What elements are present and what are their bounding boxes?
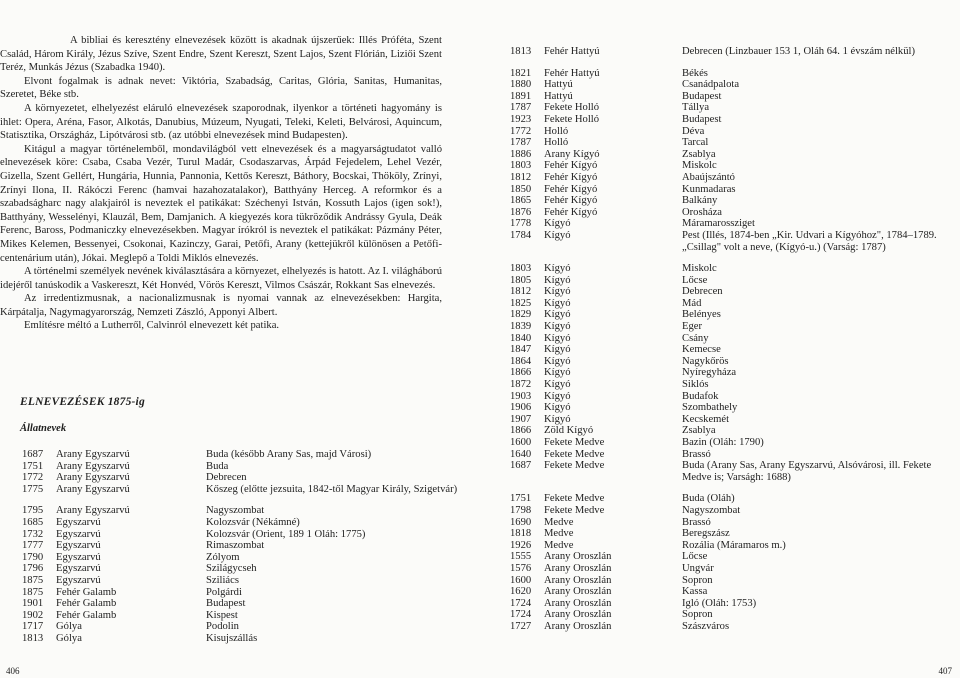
entry-place: Siklós	[682, 379, 709, 391]
list-item	[510, 218, 960, 230]
entry-name: Arany Oroszlán	[544, 551, 612, 563]
entry-place: Buda	[206, 460, 229, 472]
list-item	[510, 414, 960, 426]
list-item	[510, 575, 960, 587]
entry-place: Zsablya	[682, 425, 716, 437]
entry-year: 1886	[510, 148, 532, 160]
entry-year: 1803	[510, 160, 532, 172]
entry-year: 1790	[22, 551, 44, 563]
entry-name: Kígyó	[544, 321, 571, 333]
entry-place: Lőcse	[682, 551, 708, 563]
list-item	[510, 391, 960, 403]
entry-year: 1875	[22, 574, 44, 586]
list-item	[22, 587, 452, 599]
entry-year: 1777	[22, 540, 44, 552]
paragraph-abstract-names: Elvont fogalmak is adnak nevet: Viktória, Szabadság, Caritas, Glória, Sanitas, Humanitas, Szeretet, Béke stb.	[0, 75, 442, 101]
entry-year: 1901	[22, 598, 44, 610]
entry-name: Holló	[544, 137, 569, 149]
entry-place: Debrecen	[682, 286, 723, 298]
entry-year: 1825	[510, 297, 532, 309]
paragraph-irredentism-names: Az irredentizmusnak, a nacionalizmusnak is nyomai vannak az elnevezésekben: Hargita, Kárpátalja, Nagymagyarország, Nemzeti Zászló, Apponyi Albert.	[0, 293, 442, 318]
entry-place: Budafok	[682, 390, 719, 402]
entry-name: Fehér Kígyó	[544, 171, 598, 183]
list-item	[510, 449, 960, 461]
entry-name: Kígyó	[544, 402, 571, 414]
entry-place: Abaújszántó	[682, 171, 735, 183]
entry-place: Pest (Illés, 1874-ben „Kir. Udvari a Kígyóhoz", 1784–1789. „Csillag" volt a neve, (Kígyó-u.) (Varság: 1787)	[682, 229, 937, 253]
list-item	[22, 575, 452, 587]
list-item	[510, 493, 960, 505]
entry-year: 1751	[22, 460, 44, 472]
entry-place: Budapest	[206, 598, 246, 610]
entry-name: Egyszarvú	[56, 540, 101, 552]
entry-year: 1821	[510, 67, 532, 79]
entry-place: Zólyom	[206, 551, 240, 563]
list-item	[510, 114, 960, 126]
entry-name: Kígyó	[544, 286, 571, 298]
entry-name: Arany Oroszlán	[544, 609, 612, 621]
pharmacy-list-left	[22, 449, 458, 645]
entry-place: Miskolc	[682, 160, 717, 172]
entry-place: Tállya	[682, 102, 710, 114]
entry-year: 1576	[510, 562, 532, 574]
entry-name: Hattyú	[544, 90, 573, 102]
paragraph-person-names: A történelmi személyek nevének kiválasztására a környezet, elhelyezés is hatott. Az I. világháború idejéről tanúskodik a Vaskereszt, Két Honvéd, Vörös Kereszt, Vilmos Császár, Rokkant Sas elnevezés.	[0, 266, 442, 291]
entry-name: Gólya	[56, 632, 82, 644]
entry-place: Buda (később Arany Sas, majd Városi)	[206, 449, 372, 460]
entry-place: Nagyszombat	[206, 505, 265, 517]
entry-year: 1840	[510, 332, 532, 344]
entry-year: 1772	[510, 125, 532, 137]
entry-place: Kunmadaras	[682, 183, 736, 195]
entry-name: Arany Oroszlán	[544, 620, 612, 632]
entry-place: Kecskemét	[682, 413, 730, 425]
entry-year: 1880	[510, 79, 532, 91]
entry-year: 1778	[510, 218, 532, 230]
entry-place: Kemecse	[682, 344, 721, 356]
entry-place: Sopron	[682, 574, 713, 586]
entry-year: 1690	[510, 516, 532, 528]
entry-place: Buda (Oláh)	[682, 493, 735, 505]
entry-name: Fehér Kígyó	[544, 195, 598, 207]
list-item	[510, 149, 960, 161]
list-item	[22, 552, 452, 564]
entry-place: Igló (Oláh: 1753)	[682, 597, 757, 609]
list-item	[510, 275, 960, 287]
list-item	[510, 379, 960, 391]
list-item	[510, 286, 960, 298]
list-item	[510, 230, 960, 253]
entry-name: Kígyó	[544, 355, 571, 367]
entry-name: Egyszarvú	[56, 563, 101, 575]
entry-year: 1812	[510, 286, 532, 298]
entry-year: 1876	[510, 206, 532, 218]
entry-year: 1902	[22, 609, 44, 621]
entry-name: Arany Oroszlán	[544, 574, 612, 586]
entry-name: Arany Egyszarvú	[56, 483, 130, 495]
entry-place: Brassó	[682, 516, 711, 528]
intro-text	[0, 34, 442, 333]
list-item	[22, 461, 452, 473]
entry-name: Egyszarvú	[56, 528, 101, 540]
entry-year: 1926	[510, 539, 532, 551]
entry-year: 1847	[510, 344, 532, 356]
entry-year: 1772	[22, 472, 44, 484]
entry-place: Rimaszombat	[206, 540, 265, 552]
list-item	[510, 517, 960, 529]
entry-year: 1839	[510, 321, 532, 333]
entry-place: Csanádpalota	[682, 79, 740, 91]
entry-year: 1687	[510, 460, 532, 472]
entry-name: Fehér Galamb	[56, 609, 117, 621]
entry-year: 1907	[510, 413, 532, 425]
entry-year: 1906	[510, 402, 532, 414]
entry-year: 1813	[22, 632, 44, 644]
list-item	[510, 563, 960, 575]
entry-place: Szilágycseh	[206, 563, 257, 575]
entry-year: 1872	[510, 379, 532, 391]
entry-name: Fekete Holló	[544, 113, 600, 125]
pharmacy-list-right	[510, 46, 960, 633]
list-item	[510, 309, 960, 321]
entry-place: Polgárdi	[206, 586, 242, 598]
entry-name: Medve	[544, 528, 574, 540]
entry-name: Arany Oroszlán	[544, 562, 612, 574]
entry-name: Kígyó	[544, 367, 571, 379]
list-item	[510, 195, 960, 207]
entry-year: 1865	[510, 195, 532, 207]
list-item	[510, 344, 960, 356]
entry-place: Ungvár	[682, 562, 714, 574]
entry-year: 1555	[510, 551, 532, 563]
entry-place: Kolozsvár (Orient, 189 1 Oláh: 1775)	[206, 528, 366, 540]
entry-place: Békés	[682, 67, 708, 79]
entry-name: Arany Egyszarvú	[56, 460, 130, 472]
entry-place: Kassa	[682, 586, 708, 598]
list-item	[510, 621, 960, 633]
entry-year: 1687	[22, 449, 44, 460]
entry-place: Bazin (Oláh: 1790)	[682, 437, 764, 448]
paragraph-environment-names: A környezetet, elhelyezést eláruló elnevezések szaporodnak, ilyenkor a történeti hagyomány is ihlet: Opera, Aréna, Fasor, Alkotás, Danubius, Múzeum, Nyugati, Teleki, Keleti, Belvárosi, Aquincum, Statisztika, Országház, Lipótvárosi stb. (az utóbbi elnevezések mind Budapesten).	[0, 102, 442, 142]
paragraph-history-names: Kitágul a magyar történelemből, mondavilágból vett elnevezések és a magyarságtudatot valló elnevezések köre: Csaba, Csaba Vezér, Turul Madár, Csodaszarvas, Árpád Fejedelem, Lehel Vezér, Gizella, Szent Gellért, Hungária, Hunnia, Pannonia, Kettős Kereszt, Báthory, Bocskai, Thököly, Zrínyi, Zrínyi Ilona, II. Rákóczi Ferenc (hamvai hazahozatalakor), Batthyány Herceg. A reformkor és a szabadságharc nagy alakjairól is neveztek el patikákat: Széchenyi István, Kossuth Lajos (igen sok!), Batthyány, Wesselényi, Klauzál, Bem, Damjanich. A kiegyezés kora tükröződik Andrássy Gyula, Deák Ferenc, Baross, Podmaniczky elnevezésekben. Magyar írókról is neveztek el patikákat: Pázmány Péter, Mikes Kelemen, Bessenyei, Csokonai, Kazinczy, Garai, Petőfi, Arany (kettejükről különösen a Petőfi-centenárium után), Jókai. Meglepő a Toldi Miklós elnevezés.	[0, 143, 442, 264]
list-item	[510, 79, 960, 91]
list-item	[510, 333, 960, 345]
entry-place: Podolin	[206, 621, 239, 633]
list-item	[22, 610, 452, 622]
entry-place: Nyíregyháza	[682, 367, 737, 379]
entry-name: Fehér Kígyó	[544, 206, 598, 218]
entry-name: Fekete Medve	[544, 504, 605, 516]
entry-place: Beregszász	[682, 528, 730, 540]
list-item	[510, 207, 960, 219]
list-item	[510, 102, 960, 114]
entry-place: Sopron	[682, 609, 713, 621]
entry-place: Máramarossziget	[682, 218, 755, 230]
list-item	[510, 586, 960, 598]
list-item	[22, 529, 452, 541]
entry-place: Balkány	[682, 195, 718, 207]
entry-year: 1640	[510, 448, 532, 460]
entry-year: 1787	[510, 102, 532, 114]
list-item	[22, 483, 458, 496]
list-item	[22, 633, 452, 645]
entry-name: Arany Egyszarvú	[56, 472, 130, 484]
list-item	[510, 460, 960, 483]
entry-year: 1891	[510, 90, 532, 102]
entry-name: Egyszarvú	[56, 574, 101, 586]
list-item	[510, 437, 960, 449]
list-item	[510, 321, 960, 333]
entry-place: Lőcse	[682, 274, 708, 286]
entry-name: Gólya	[56, 621, 82, 633]
entry-place: Kőszeg (előtte jezsuita, 1842-től Magyar Király, Szigetvár)	[206, 483, 458, 495]
list-item	[510, 263, 960, 275]
list-item	[510, 184, 960, 196]
entry-year: 1732	[22, 528, 44, 540]
entry-year: 1812	[510, 171, 532, 183]
entry-name: Kígyó	[544, 379, 571, 391]
entry-year: 1805	[510, 274, 532, 286]
entry-year: 1775	[22, 483, 44, 495]
list-item	[22, 472, 452, 484]
list-item	[22, 517, 452, 529]
list-item	[510, 356, 960, 368]
entry-name: Zöld Kígyó	[544, 425, 594, 437]
entry-name: Fekete Medve	[544, 448, 605, 460]
entry-place: Belényes	[682, 309, 721, 321]
entry-name: Holló	[544, 125, 569, 137]
entry-place: Nagykőrös	[682, 355, 729, 367]
list-item	[22, 621, 452, 633]
list-item	[510, 598, 960, 610]
entry-place: Kispest	[206, 609, 238, 621]
entry-name: Arany Egyszarvú	[56, 505, 130, 517]
entry-year: 1798	[510, 504, 532, 516]
paragraph-reformation-names: Említésre méltó a Lutherről, Calvinról elnevezett két patika.	[24, 320, 280, 332]
entry-place: Szombathely	[682, 402, 738, 414]
section-title: ELNEVEZÉSEK 1875-ig	[20, 396, 145, 408]
entry-name: Kígyó	[544, 332, 571, 344]
entry-place: Brassó	[682, 448, 711, 460]
list-item	[510, 46, 960, 58]
list-item	[22, 598, 452, 610]
entry-year: 1829	[510, 309, 532, 321]
entry-year: 1875	[22, 586, 44, 598]
entry-place: Orosháza	[682, 206, 723, 218]
entry-year: 1850	[510, 183, 532, 195]
entry-place: Kolozsvár (Nékámné)	[206, 516, 300, 528]
entry-place: Zsablya	[682, 148, 716, 160]
entry-name: Fehér Galamb	[56, 586, 117, 598]
entry-name: Fehér Kígyó	[544, 183, 598, 195]
list-item	[22, 449, 452, 461]
entry-place: Nagyszombat	[682, 504, 741, 516]
entry-year: 1600	[510, 574, 532, 586]
entry-name: Kígyó	[544, 413, 571, 425]
entry-year: 1866	[510, 367, 532, 379]
entry-place: Déva	[682, 125, 705, 137]
entry-year: 1727	[510, 620, 532, 632]
entry-name: Hattyú	[544, 79, 573, 91]
list-item	[510, 505, 960, 517]
entry-place: Mád	[682, 297, 702, 309]
entry-place: Rozália (Máramaros m.)	[682, 539, 786, 551]
entry-name: Egyszarvú	[56, 516, 101, 528]
entry-year: 1818	[510, 528, 532, 540]
entry-name: Medve	[544, 539, 574, 551]
entry-place: Eger	[682, 321, 702, 333]
list-item	[510, 126, 960, 138]
entry-place: Sziliács	[206, 574, 239, 586]
entry-name: Fehér Kígyó	[544, 160, 598, 172]
entry-name: Arany Egyszarvú	[56, 449, 130, 460]
entry-name: Fekete Holló	[544, 102, 600, 114]
entry-year: 1923	[510, 113, 532, 125]
entry-name: Fehér Hattyú	[544, 67, 600, 79]
entry-year: 1866	[510, 425, 532, 437]
entry-year: 1787	[510, 137, 532, 149]
entry-year: 1795	[22, 505, 44, 517]
list-item	[510, 609, 960, 621]
entry-name: Fehér Galamb	[56, 598, 117, 610]
entry-year: 1717	[22, 621, 44, 633]
entry-name: Kígyó	[544, 274, 571, 286]
entry-place: Tarcal	[682, 137, 709, 149]
list-item	[510, 172, 960, 184]
entry-place: Budapest	[682, 90, 722, 102]
list-item	[510, 137, 960, 149]
list-item	[510, 298, 960, 310]
list-item	[510, 425, 960, 437]
entry-name: Kígyó	[544, 229, 571, 241]
entry-name: Kígyó	[544, 344, 571, 356]
entry-year: 1796	[22, 563, 44, 575]
entry-place: Miskolc	[682, 263, 717, 275]
list-item	[510, 540, 960, 552]
entry-year: 1620	[510, 586, 532, 598]
entry-year: 1803	[510, 263, 532, 275]
entry-year: 1600	[510, 437, 532, 448]
entry-place: Budapest	[682, 113, 722, 125]
entry-place: Buda (Arany Sas, Arany Egyszarvú, Alsóvárosi, ill. Fekete Medve is; Varságh: 1688)	[682, 460, 932, 483]
entry-year: 1864	[510, 355, 532, 367]
entry-name: Kígyó	[544, 390, 571, 402]
entry-name: Arany Kígyó	[544, 148, 600, 160]
page-number-right: 407	[938, 666, 952, 676]
right-page	[480, 0, 960, 678]
entry-name: Egyszarvú	[56, 551, 101, 563]
entry-name: Fekete Medve	[544, 437, 605, 448]
paragraph-bible-names: A bibliai és keresztény elnevezések között is akadnak újszerűek: Illés Próféta, Szent Család, Három Király, Jézus Szíve, Szent Endre, Szent Kereszt, Szent Lajos, Szent Flórián, Liziői Szent Teréz, Munkás Jézus (Szabadka 1940).	[0, 35, 442, 74]
entry-place: Debrecen	[206, 472, 247, 484]
list-item	[22, 540, 452, 552]
list-item	[510, 402, 960, 414]
list-item	[510, 551, 960, 563]
list-item	[22, 505, 452, 517]
entry-year: 1813	[510, 46, 532, 57]
entry-year: 1685	[22, 516, 44, 528]
list-item	[510, 367, 960, 379]
entry-name: Kígyó	[544, 263, 571, 275]
entry-name: Arany Oroszlán	[544, 586, 612, 598]
entry-name: Fehér Hattyú	[544, 46, 600, 57]
section-subtitle: Állatnevek	[20, 423, 67, 434]
entry-place: Csány	[682, 332, 709, 344]
entry-name: Arany Oroszlán	[544, 597, 612, 609]
entry-name: Kígyó	[544, 297, 571, 309]
entry-place: Szászváros	[682, 620, 730, 632]
entry-year: 1784	[510, 229, 532, 241]
list-item	[510, 160, 960, 172]
entry-name: Medve	[544, 516, 574, 528]
entry-name: Fekete Medve	[544, 460, 605, 472]
entry-place: Kisujszállás	[206, 632, 258, 644]
entry-name: Fekete Medve	[544, 493, 605, 505]
entry-year: 1724	[510, 609, 532, 621]
entry-year: 1751	[510, 493, 532, 505]
page-number-left: 406	[6, 666, 20, 676]
entry-year: 1903	[510, 390, 532, 402]
entry-year: 1724	[510, 597, 532, 609]
entry-place: Debrecen (Linzbauer 153 1, Oláh 64. 1 évszám nélkül)	[682, 46, 915, 57]
list-item	[22, 563, 452, 575]
list-item	[510, 528, 960, 540]
list-item	[510, 91, 960, 103]
list-item	[510, 68, 960, 80]
entry-name: Kígyó	[544, 309, 571, 321]
entry-name: Kígyó	[544, 218, 571, 230]
